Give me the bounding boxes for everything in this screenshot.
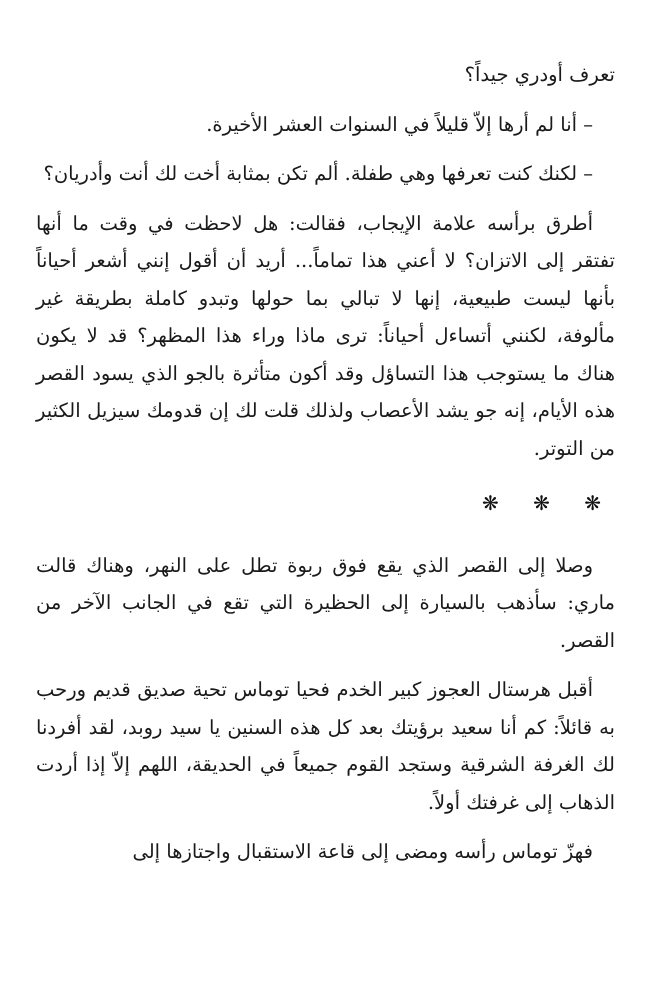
section-separator: ❋ ❋ ❋ (482, 491, 615, 515)
dialogue-followup: – لكنك كنت تعرفها وهي طفلة. ألم تكن بمثابة أخت لك أنت وأدريان؟ (43, 162, 593, 185)
narrative-paragraph: أقبل هرستال العجوز كبير الخدم فحيا توماس تحية صديق قديم ورحب به قائلاً: كم أنا سعيد برؤيتك بعد كل هذه السنين يا سيد روبد، لقد أفردنا لك الغرفة الشرقية وستجد القوم جميعاً في الحديقة، اللهم إلاّ إذا أردت الذهاب إلى غرفتك أولاً. (36, 678, 615, 814)
dialogue-reply: – أنا لم أرها إلاّ قليلاً في السنوات العشر الأخيرة. (206, 112, 593, 136)
book-page (36, 56, 615, 883)
narrative-paragraph-continued: فهزّ توماس رأسه ومضى إلى قاعة الاستقبال واجتازها إلى (132, 840, 593, 863)
narrative-paragraph: وصلا إلى القصر الذي يقع فوق ربوة تطل على النهر، وهناك قالت ماري: سأذهب بالسيارة إلى الحظيرة التي تقع في الجانب الآخر من القصر. (36, 553, 615, 652)
narrative-paragraph: أطرق برأسه علامة الإيجاب، فقالت: هل لاحظت في وقت ما أنها تفتقر إلى الاتزان؟ لا أعني هذا تماماً... أريد أن أقول إنني أشعر أحياناً بأنها ليست طبيعية، إنها لا تبالي بما حولها وتبدو كاملة بطريقة غير مألوفة، لكنني أتساءل أحياناً: ترى ماذا وراء هذا المظهر؟ قد لا يكون هناك ما يستوجب هذا التساؤل وقد أكون متأثرة بالجو الذي يسود القصر هذه الأيام، إنه جو يشد الأعصاب ولذلك قلت لك إن قدومك سيزيل الكثير من التوتر. (36, 211, 615, 460)
dialogue-question: تعرف أودري جيداً؟ (464, 63, 615, 86)
